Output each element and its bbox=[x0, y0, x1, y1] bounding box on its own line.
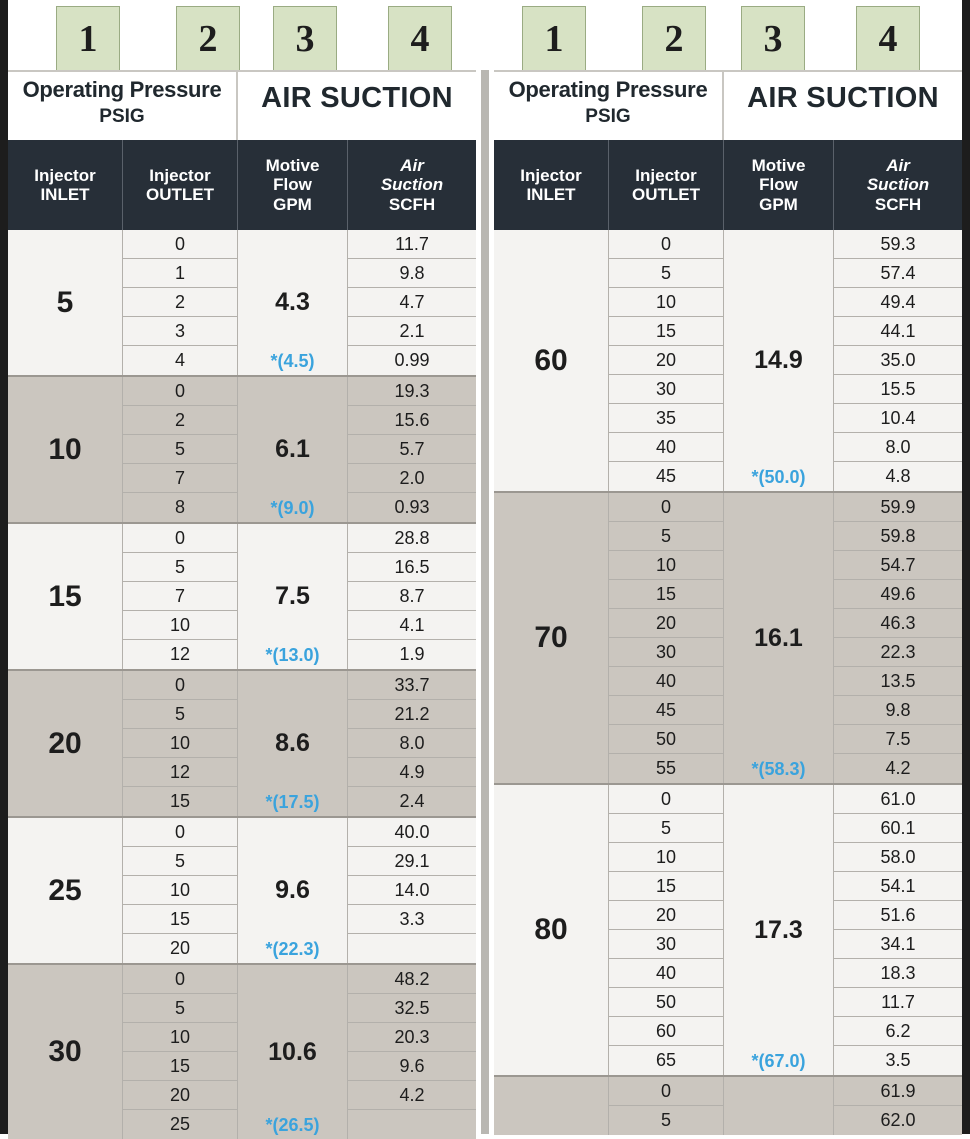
suction-cell: 48.2 bbox=[348, 965, 476, 994]
suction-cell: 28.8 bbox=[348, 524, 476, 553]
air-suction-header-left: AIR SUCTION bbox=[261, 82, 453, 114]
pressure-group bbox=[494, 230, 962, 493]
suction-cell bbox=[348, 934, 476, 963]
col-motive-line2-right: Flow bbox=[759, 175, 798, 195]
air-suction-column bbox=[348, 671, 476, 816]
suction-cell: 61.9 bbox=[834, 1077, 962, 1106]
suction-cell: 44.1 bbox=[834, 317, 962, 346]
motive-flow-value: 10.6 bbox=[268, 1037, 317, 1066]
outlet-cell: 45 bbox=[609, 696, 723, 725]
suction-cell: 59.8 bbox=[834, 522, 962, 551]
injector-outlet-column bbox=[609, 493, 724, 783]
suction-cell: 32.5 bbox=[348, 994, 476, 1023]
injector-outlet-column bbox=[123, 230, 238, 375]
outlet-cell: 0 bbox=[123, 230, 237, 259]
air-suction-column bbox=[348, 965, 476, 1139]
outlet-cell: 2 bbox=[123, 288, 237, 317]
suction-cell: 59.9 bbox=[834, 493, 962, 522]
suction-cell: 18.3 bbox=[834, 959, 962, 988]
outlet-cell: 10 bbox=[123, 611, 237, 640]
outlet-cell: 0 bbox=[609, 1077, 723, 1106]
suction-cell bbox=[348, 1110, 476, 1139]
suction-cell: 4.9 bbox=[348, 758, 476, 787]
suction-cell: 57.4 bbox=[834, 259, 962, 288]
suction-cell: 20.3 bbox=[348, 1023, 476, 1052]
outlet-cell: 30 bbox=[609, 638, 723, 667]
suction-cell: 8.7 bbox=[348, 582, 476, 611]
motive-flow-value: 17.3 bbox=[754, 915, 803, 944]
callout-3-left: 3 bbox=[273, 6, 337, 72]
col-header-injector-outlet-right bbox=[609, 140, 724, 230]
air-suction-column bbox=[834, 785, 962, 1075]
outlet-cell: 12 bbox=[169, 644, 191, 664]
pressure-group bbox=[8, 965, 476, 1139]
outlet-cell: 5 bbox=[123, 700, 237, 729]
motive-flow-value: 16.1 bbox=[754, 623, 803, 652]
suction-cell: 4.7 bbox=[348, 288, 476, 317]
outlet-cell: 15 bbox=[123, 905, 237, 934]
suction-cell: 15.6 bbox=[348, 406, 476, 435]
pressure-group bbox=[8, 524, 476, 671]
col-suction-line3-right: SCFH bbox=[874, 194, 922, 214]
col-motive-line1-right: Motive bbox=[751, 156, 806, 176]
motive-flow-cell bbox=[238, 377, 348, 522]
outlet-cell: 0 bbox=[123, 965, 237, 994]
outlet-cell: 5 bbox=[609, 814, 723, 843]
outlet-cell: 5 bbox=[660, 1110, 671, 1130]
outlet-cell: 0 bbox=[123, 818, 237, 847]
outlet-cell: 20 bbox=[609, 609, 723, 638]
suction-cell: 54.7 bbox=[834, 551, 962, 580]
outlet-cell: 55 bbox=[655, 758, 677, 778]
col-outlet-line1: Injector bbox=[149, 165, 211, 185]
col-suction-line3: SCFH bbox=[388, 194, 436, 214]
suction-cell: 8.0 bbox=[348, 729, 476, 758]
air-suction-column bbox=[834, 1077, 962, 1135]
page-left-edge bbox=[0, 0, 8, 1134]
outlet-cell: 25 bbox=[169, 1114, 191, 1134]
outlet-cell: 15 bbox=[609, 317, 723, 346]
col-inlet-line1: Injector bbox=[34, 165, 96, 185]
suction-cell: 2.1 bbox=[348, 317, 476, 346]
callout-3-right: 3 bbox=[741, 6, 805, 72]
col-header-motive-flow-right bbox=[724, 140, 834, 230]
air-suction-column bbox=[348, 524, 476, 669]
outlet-cell: 2 bbox=[123, 406, 237, 435]
outlet-cell: 10 bbox=[609, 843, 723, 872]
air-suction-column bbox=[348, 230, 476, 375]
motive-flow-value: 4.3 bbox=[275, 288, 310, 316]
suction-cell: 7.5 bbox=[834, 725, 962, 754]
suction-cell: 19.3 bbox=[348, 377, 476, 406]
outlet-cell: 20 bbox=[609, 346, 723, 375]
suction-cell: 8.0 bbox=[834, 433, 962, 462]
air-suction-column bbox=[834, 493, 962, 783]
suction-cell: 9.8 bbox=[834, 696, 962, 725]
air-suction-column bbox=[834, 230, 962, 491]
col-inlet-line1-right: Injector bbox=[520, 165, 582, 185]
outlet-cell: 0 bbox=[609, 230, 723, 259]
outlet-cell: 4 bbox=[174, 350, 185, 370]
col-motive-line2: Flow bbox=[273, 175, 312, 195]
motive-flow-note: *(50.0) bbox=[751, 467, 806, 487]
column-headers-right bbox=[494, 140, 962, 230]
motive-flow-value: 6.1 bbox=[275, 435, 310, 463]
gutter-bar bbox=[481, 70, 489, 1134]
pressure-group bbox=[8, 377, 476, 524]
col-motive-line3-right: GPM bbox=[759, 194, 798, 214]
suction-cell: 4.2 bbox=[885, 758, 911, 778]
psig-label-right: PSIG bbox=[585, 106, 631, 127]
header-top-right bbox=[494, 70, 962, 140]
injector-outlet-column bbox=[123, 818, 238, 963]
suction-cell: 40.0 bbox=[348, 818, 476, 847]
motive-flow-note: *(4.5) bbox=[270, 351, 315, 371]
motive-flow-note: *(17.5) bbox=[265, 792, 320, 812]
suction-cell: 2.0 bbox=[348, 464, 476, 493]
suction-cell: 9.8 bbox=[348, 259, 476, 288]
injector-inlet-value bbox=[494, 1077, 609, 1135]
center-gutter bbox=[476, 0, 494, 1134]
motive-flow-note: *(67.0) bbox=[751, 1051, 806, 1071]
motive-flow-cell bbox=[724, 230, 834, 491]
table-left bbox=[8, 0, 476, 1134]
psig-label: PSIG bbox=[99, 106, 145, 127]
col-suction-line2-right: Suction bbox=[866, 175, 930, 195]
pressure-group bbox=[494, 785, 962, 1077]
injector-outlet-column bbox=[123, 524, 238, 669]
col-motive-line3: GPM bbox=[273, 194, 312, 214]
motive-flow-note: *(13.0) bbox=[265, 645, 320, 665]
injector-inlet-value: 30 bbox=[8, 965, 123, 1139]
suction-cell: 35.0 bbox=[834, 346, 962, 375]
injector-inlet-value: 80 bbox=[494, 785, 609, 1075]
outlet-cell: 20 bbox=[609, 901, 723, 930]
motive-flow-value: 14.9 bbox=[754, 346, 803, 374]
suction-cell: 0.93 bbox=[394, 497, 430, 517]
outlet-cell: 5 bbox=[609, 522, 723, 551]
outlet-cell: 7 bbox=[123, 582, 237, 611]
injector-outlet-column bbox=[123, 671, 238, 816]
header-top-left bbox=[8, 70, 476, 140]
outlet-cell: 50 bbox=[609, 988, 723, 1017]
pressure-group bbox=[494, 493, 962, 785]
outlet-cell: 0 bbox=[123, 377, 237, 406]
outlet-cell: 10 bbox=[123, 876, 237, 905]
outlet-cell: 40 bbox=[609, 667, 723, 696]
col-motive-line1: Motive bbox=[265, 156, 320, 176]
injector-inlet-value: 10 bbox=[8, 377, 123, 522]
outlet-cell: 30 bbox=[609, 375, 723, 404]
injector-inlet-value: 70 bbox=[494, 493, 609, 783]
suction-cell: 10.4 bbox=[834, 404, 962, 433]
motive-flow-cell bbox=[724, 785, 834, 1075]
motive-flow-note: *(22.3) bbox=[265, 939, 320, 959]
motive-flow-cell bbox=[724, 1077, 834, 1135]
motive-flow-note: *(58.3) bbox=[751, 759, 806, 779]
outlet-cell: 15 bbox=[123, 1052, 237, 1081]
pressure-group bbox=[8, 230, 476, 377]
suction-cell: 61.0 bbox=[834, 785, 962, 814]
motive-flow-cell bbox=[238, 818, 348, 963]
suction-cell: 4.2 bbox=[348, 1081, 476, 1110]
outlet-cell: 60 bbox=[609, 1017, 723, 1046]
col-outlet-line2-right: OUTLET bbox=[632, 185, 700, 204]
motive-flow-value: 9.6 bbox=[275, 876, 310, 904]
outlet-cell: 65 bbox=[655, 1050, 677, 1070]
suction-cell: 2.4 bbox=[399, 791, 425, 811]
table-right bbox=[494, 0, 962, 1134]
motive-flow-cell bbox=[238, 671, 348, 816]
suction-cell: 60.1 bbox=[834, 814, 962, 843]
col-outlet-line2: OUTLET bbox=[146, 185, 214, 204]
outlet-cell: 10 bbox=[123, 729, 237, 758]
outlet-cell: 7 bbox=[123, 464, 237, 493]
injector-inlet-value: 60 bbox=[494, 230, 609, 491]
suction-cell: 22.3 bbox=[834, 638, 962, 667]
outlet-cell: 45 bbox=[655, 466, 677, 486]
injector-inlet-value: 5 bbox=[8, 230, 123, 375]
operating-pressure-label-right: Operating Pressure bbox=[508, 77, 708, 102]
suction-cell: 6.2 bbox=[834, 1017, 962, 1046]
suction-cell: 3.3 bbox=[348, 905, 476, 934]
motive-flow-value: 7.5 bbox=[275, 582, 310, 610]
air-suction-header-right: AIR SUCTION bbox=[747, 82, 939, 114]
callout-4-right: 4 bbox=[856, 6, 920, 72]
suction-cell: 46.3 bbox=[834, 609, 962, 638]
outlet-cell: 40 bbox=[609, 959, 723, 988]
injector-outlet-column bbox=[123, 965, 238, 1139]
suction-cell: 21.2 bbox=[348, 700, 476, 729]
suction-cell: 9.6 bbox=[348, 1052, 476, 1081]
injector-outlet-column bbox=[123, 377, 238, 522]
outlet-cell: 12 bbox=[123, 758, 237, 787]
suction-cell: 49.6 bbox=[834, 580, 962, 609]
column-headers-left bbox=[8, 140, 476, 230]
suction-cell: 49.4 bbox=[834, 288, 962, 317]
outlet-cell: 3 bbox=[123, 317, 237, 346]
suction-cell: 33.7 bbox=[348, 671, 476, 700]
callout-2-left: 2 bbox=[176, 6, 240, 72]
outlet-cell: 15 bbox=[169, 791, 191, 811]
outlet-cell: 5 bbox=[123, 847, 237, 876]
operating-pressure-label: Operating Pressure bbox=[22, 77, 222, 102]
injector-outlet-column bbox=[609, 230, 724, 491]
motive-flow-cell bbox=[724, 493, 834, 783]
suction-cell: 34.1 bbox=[834, 930, 962, 959]
outlet-cell: 35 bbox=[609, 404, 723, 433]
suction-cell: 13.5 bbox=[834, 667, 962, 696]
suction-cell: 59.3 bbox=[834, 230, 962, 259]
page-right-edge bbox=[962, 0, 970, 1134]
outlet-cell: 5 bbox=[123, 994, 237, 1023]
callout-1-right: 1 bbox=[522, 6, 586, 72]
outlet-cell: 1 bbox=[123, 259, 237, 288]
pressure-group bbox=[8, 671, 476, 818]
suction-cell: 4.8 bbox=[885, 466, 911, 486]
col-header-injector-inlet bbox=[8, 140, 123, 230]
col-inlet-line2-right: INLET bbox=[526, 185, 576, 204]
col-header-motive-flow bbox=[238, 140, 348, 230]
injector-inlet-value: 20 bbox=[8, 671, 123, 816]
outlet-cell: 5 bbox=[123, 435, 237, 464]
outlet-cell: 10 bbox=[609, 288, 723, 317]
suction-cell: 15.5 bbox=[834, 375, 962, 404]
outlet-cell: 0 bbox=[609, 493, 723, 522]
outlet-cell: 5 bbox=[123, 553, 237, 582]
col-suction-line1: Air bbox=[400, 156, 424, 176]
outlet-cell: 50 bbox=[609, 725, 723, 754]
suction-cell: 29.1 bbox=[348, 847, 476, 876]
outlet-cell: 0 bbox=[123, 671, 237, 700]
suction-cell: 11.7 bbox=[348, 230, 476, 259]
motive-flow-note: *(26.5) bbox=[265, 1115, 320, 1135]
motive-flow-note: *(9.0) bbox=[270, 498, 315, 518]
col-header-air-suction bbox=[348, 140, 476, 230]
suction-cell: 54.1 bbox=[834, 872, 962, 901]
outlet-cell: 15 bbox=[609, 872, 723, 901]
pressure-group bbox=[8, 818, 476, 965]
injector-outlet-column bbox=[609, 785, 724, 1075]
outlet-cell: 15 bbox=[609, 580, 723, 609]
pressure-group bbox=[494, 1077, 962, 1135]
callout-2-right: 2 bbox=[642, 6, 706, 72]
callout-1-left: 1 bbox=[56, 6, 120, 72]
callout-4-left: 4 bbox=[388, 6, 452, 72]
col-header-air-suction-right bbox=[834, 140, 962, 230]
outlet-cell: 10 bbox=[609, 551, 723, 580]
suction-cell: 14.0 bbox=[348, 876, 476, 905]
suction-cell: 3.5 bbox=[885, 1050, 911, 1070]
outlet-cell: 8 bbox=[174, 497, 185, 517]
air-suction-column bbox=[348, 818, 476, 963]
col-suction-line1-right: Air bbox=[886, 156, 910, 176]
col-outlet-line1-right: Injector bbox=[635, 165, 697, 185]
outlet-cell: 20 bbox=[169, 938, 191, 958]
table-body-right bbox=[494, 230, 962, 1135]
suction-cell: 0.99 bbox=[394, 350, 430, 370]
suction-cell: 5.7 bbox=[348, 435, 476, 464]
callouts-left bbox=[8, 6, 476, 70]
suction-cell: 4.1 bbox=[348, 611, 476, 640]
col-suction-line2: Suction bbox=[380, 175, 444, 195]
suction-cell: 51.6 bbox=[834, 901, 962, 930]
callouts-right bbox=[494, 6, 962, 70]
suction-cell: 1.9 bbox=[399, 644, 425, 664]
injector-inlet-value: 15 bbox=[8, 524, 123, 669]
suction-cell: 58.0 bbox=[834, 843, 962, 872]
outlet-cell: 0 bbox=[609, 785, 723, 814]
col-inlet-line2: INLET bbox=[40, 185, 90, 204]
operating-pressure-header-right bbox=[494, 72, 724, 140]
tables-container bbox=[8, 0, 962, 1134]
outlet-cell: 40 bbox=[609, 433, 723, 462]
injector-inlet-value: 25 bbox=[8, 818, 123, 963]
suction-cell: 11.7 bbox=[834, 988, 962, 1017]
outlet-cell: 20 bbox=[123, 1081, 237, 1110]
outlet-cell: 5 bbox=[609, 259, 723, 288]
motive-flow-cell bbox=[238, 524, 348, 669]
suction-cell: 16.5 bbox=[348, 553, 476, 582]
table-body-left bbox=[8, 230, 476, 1139]
suction-cell: 62.0 bbox=[880, 1110, 916, 1130]
motive-flow-cell bbox=[238, 965, 348, 1139]
outlet-cell: 30 bbox=[609, 930, 723, 959]
injector-outlet-column bbox=[609, 1077, 724, 1135]
operating-pressure-header-left bbox=[8, 72, 238, 140]
outlet-cell: 0 bbox=[123, 524, 237, 553]
col-header-injector-outlet bbox=[123, 140, 238, 230]
motive-flow-cell bbox=[238, 230, 348, 375]
motive-flow-value: 8.6 bbox=[275, 729, 310, 757]
air-suction-column bbox=[348, 377, 476, 522]
outlet-cell: 10 bbox=[123, 1023, 237, 1052]
col-header-injector-inlet-right bbox=[494, 140, 609, 230]
